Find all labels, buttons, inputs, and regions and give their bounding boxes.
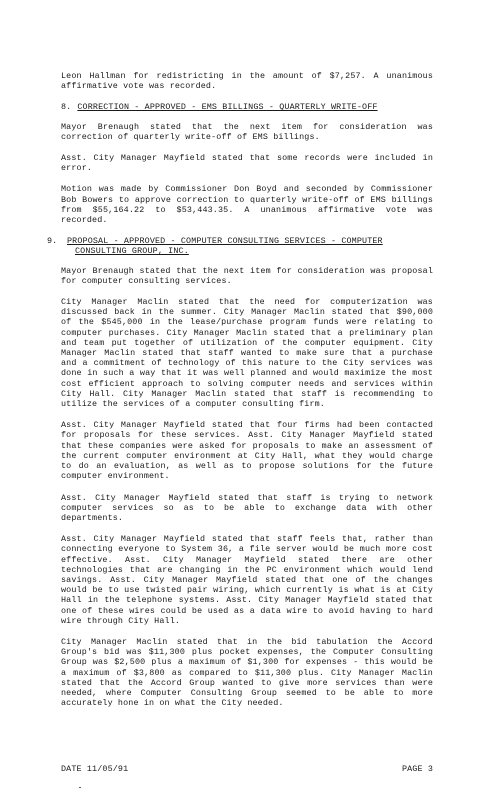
- footer-page-number: PAGE 3: [401, 764, 433, 774]
- paragraph-file-server: Asst. City Manager Mayfield stated that staff feels that, rather than connecting everyone to System 36, a file server would be much more cost effective. Asst. City Manager Mayfield stated there are other technologies that are changing in the PC environment which would lend savings. Asst. City Manager Mayfield stated that one of the changes would be to use twisted pair wiring, which currently is what is at City Hall in the telephone systems. Asst. City Manager Mayfield stated that one of these wires could be used as a data wire to avoid having to hard wire through City Hall.: [61, 534, 433, 626]
- paragraph-ems-motion: Motion was made by Commissioner Don Boyd and seconded by Commissioner Bob Bowers to approve correction to quarterly write-off of EMS billings from $55,164.22 to $53,443.35. A unanimous affirmative vote was recorded.: [61, 184, 433, 226]
- section-number: 8.: [61, 102, 72, 113]
- paragraph-firms-contacted: Asst. City Manager Mayfield stated that four firms had been contacted for proposals for these services. Asst. City Manager Mayfield stated that these companies were asked for proposals to make an assessment of the current computer environment at City Hall, what they would charge to do an evaluation, as well as to propose solutions for the future computer environment.: [61, 420, 433, 482]
- paragraph-ems-records: Asst. City Manager Mayfield stated that some records were included in error.: [61, 153, 433, 174]
- paragraph-network-services: Asst. City Manager Mayfield stated that staff is trying to network computer services so as to be able to exchange data with other departments.: [61, 492, 433, 523]
- section-title: PROPOSAL - APPROVED - COMPUTER CONSULTING SERVICES - COMPUTER CONSULTING GROUP, INC.: [67, 236, 383, 257]
- paragraph-computerization-need: City Manager Maclin stated that the need for computerization was discussed back in the summer. City Manager Maclin stated that $90,000 of the $545,000 in the lease/purchase program funds were relating to computer purchases. City Manager Maclin stated that a preliminary plan and team put together of utilization of the computer equipment. City Manager Maclin stated that staff wanted to make sure that a purchase and a commitment of technology of this nature to the City services was done in such a way that it was well planned and would maximize the most cost efficient approach to solving computer needs and services within City Hall. City Manager Maclin stated that staff is recommending to utilize the services of a computer consulting firm.: [61, 297, 433, 410]
- section-heading-9: 9. PROPOSAL - APPROVED - COMPUTER CONSULTING SERVICES - COMPUTER CONSULTING GROUP, INC.: [47, 236, 383, 257]
- section-title: CORRECTION - APPROVED - EMS BILLINGS - QUARTERLY WRITE-OFF: [77, 102, 378, 113]
- paragraph-ems-intro: Mayor Brenaugh stated that the next item for consideration was correction of quarterly write-off of EMS billings.: [61, 121, 433, 142]
- footer-date: DATE 11/05/91: [61, 764, 129, 774]
- paragraph-redistricting-vote: Leon Hallman for redistricting in the amount of $7,257. A unanimous affirmative vote was recorded.: [61, 71, 433, 92]
- minutes-body: [47, 71, 433, 719]
- paragraph-computer-intro: Mayor Brenaugh stated that the next item for consideration was proposal for computer consulting services.: [61, 265, 433, 286]
- scan-speck: [79, 787, 81, 788]
- section-heading-8: [61, 102, 433, 112]
- paragraph-bid-tabulation: City Manager Maclin stated that in the bid tabulation the Accord Group's bid was $11,300 plus pocket expenses, the Computer Consulting Group was $2,500 plus a maximum of $1,300 for expenses - this would be a maximum of $3,800 as compared to $11,300 plus. City Manager Maclin stated that the Accord Group wanted to give more services than were needed, where Computer Consulting Group seemed to be able to more accurately hone in on what the City needed.: [61, 636, 433, 709]
